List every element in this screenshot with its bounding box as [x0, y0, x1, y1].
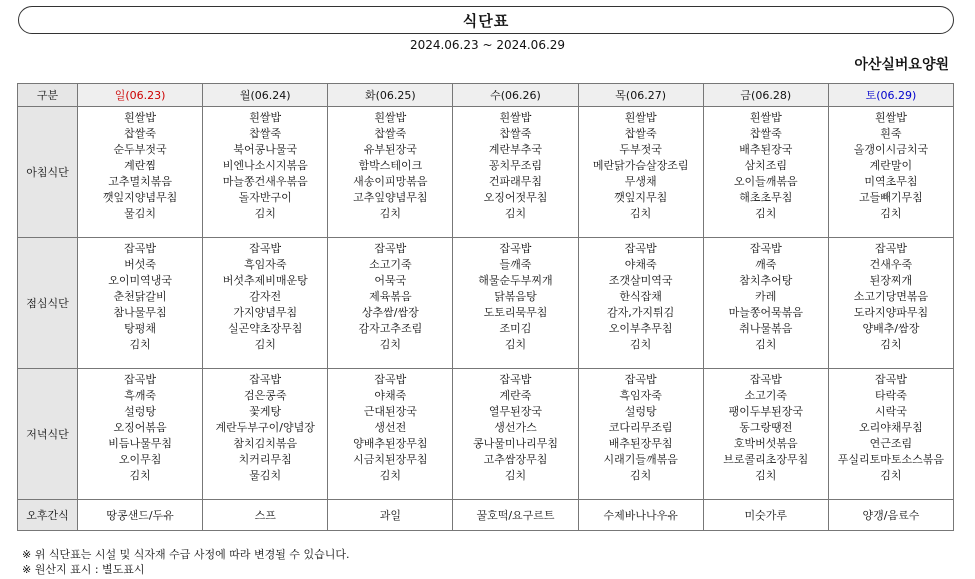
menu-item: 생선가스: [494, 421, 537, 434]
menu-item: 김치: [379, 469, 401, 482]
menu-item: 배추된장국: [739, 143, 793, 156]
menu-item: 김치: [504, 338, 527, 351]
menu-item: 잡곡밥: [249, 242, 282, 255]
menu-item: 양배추된장무침: [353, 437, 428, 450]
menu-item: 흰쌀밥: [499, 111, 532, 124]
menu-item: 잡곡밥: [249, 373, 282, 386]
menu-item: 마늘쫑어묵볶음: [728, 306, 803, 319]
menu-item: 물김치: [124, 207, 157, 220]
menu-item: 메란닭가슴살장조림: [592, 159, 689, 172]
menu-item: 오이부추무침: [608, 322, 673, 335]
day-header-sun: 일(06.23): [78, 84, 203, 107]
menu-item: 양배추/쌈장: [862, 322, 920, 335]
dinner-cell-thu: [578, 369, 703, 500]
menu-item: 잡곡밥: [749, 373, 782, 386]
menu-item: 고추잎양념무침: [353, 191, 428, 204]
menu-item: 제육볶음: [369, 290, 412, 303]
dinner-cell-wed: [453, 369, 578, 500]
dinner-cell-fri: [703, 369, 828, 500]
day-header-wed: 수(06.26): [453, 84, 578, 107]
day-header-tue: 화(06.25): [328, 84, 453, 107]
menu-item: 김치: [630, 207, 652, 220]
menu-item: 김치: [129, 469, 151, 482]
menu-item: 감자,가지튀김: [607, 306, 675, 319]
breakfast-cell-tue: [328, 107, 453, 238]
menu-item: 잡곡밥: [624, 242, 657, 255]
snack-cell-sun: 땅콩샌드/두유: [78, 500, 203, 531]
menu-item: 참나물무침: [113, 306, 167, 319]
menu-item: 오징어볶음: [113, 421, 167, 434]
period-text: 2024.06.23 ~ 2024.06.29: [409, 38, 566, 52]
menu-item: 흰쌀밥: [874, 111, 907, 124]
menu-item: 김치: [379, 338, 401, 351]
menu-item: 해초초무침: [739, 191, 793, 204]
menu-item: 김치: [504, 207, 527, 220]
row-label-dinner: 저녁식단: [18, 369, 78, 500]
menu-item: 찹쌀죽: [124, 127, 157, 140]
menu-item: 들깨죽: [499, 258, 532, 271]
menu-item: 버섯죽: [124, 258, 157, 271]
menu-item: 연근조림: [869, 437, 913, 450]
menu-item: 흑임자죽: [619, 389, 662, 402]
menu-item: 고들빼기무침: [859, 191, 923, 204]
menu-item: 잡곡밥: [124, 242, 157, 255]
title-box: [18, 6, 954, 34]
menu-item: 소고기죽: [744, 389, 788, 402]
facility-name: 아산실버요양원: [854, 57, 949, 73]
menu-item: 건새우죽: [869, 258, 913, 271]
day-header-thu: 목(06.27): [578, 84, 703, 107]
menu-item: 계란부추국: [488, 143, 543, 156]
menu-item: 오이들깨볶음: [733, 175, 798, 188]
menu-item: 타락죽: [874, 389, 907, 402]
header-corner: 구분: [18, 84, 78, 107]
menu-item: 함박스테이크: [358, 159, 423, 172]
day-header-mon: 월(06.24): [203, 84, 328, 107]
menu-item: 꽁치무조림: [488, 159, 543, 172]
menu-table: [17, 83, 954, 531]
lunch-row: [18, 238, 954, 369]
menu-item: 깻잎지양념무침: [102, 191, 178, 204]
day-header-sat: 토(06.29): [828, 84, 953, 107]
menu-item: 한식잡채: [619, 290, 662, 303]
breakfast-cell-sun: [78, 107, 203, 238]
menu-item: 브로콜리초장무침: [723, 453, 809, 466]
dinner-cell-sat: [828, 369, 953, 500]
menu-item: 마늘쫑건새우볶음: [222, 175, 308, 188]
menu-item: 시래기들깨볶음: [603, 453, 678, 466]
breakfast-row: [18, 107, 954, 238]
menu-item: 김치: [630, 469, 652, 482]
menu-item: 감자전: [249, 290, 282, 303]
menu-item: 설렁탕: [624, 405, 657, 418]
menu-item: 돌자반구이: [238, 191, 292, 204]
snack-cell-fri: 미숫가루: [703, 500, 828, 531]
menu-item: 잡곡밥: [749, 242, 782, 255]
menu-item: 잡곡밥: [874, 242, 907, 255]
menu-item: 올갱이시금치국: [853, 143, 929, 156]
menu-item: 잡곡밥: [374, 373, 407, 386]
menu-item: 잡곡밥: [499, 373, 532, 386]
menu-item: 동그랑땡전: [739, 421, 793, 434]
row-label-snack: 오후간식: [18, 500, 78, 531]
menu-item: 김치: [755, 207, 777, 220]
snack-row: [18, 500, 954, 531]
menu-item: 흰쌀밥: [624, 111, 657, 124]
menu-item: 북어콩나물국: [233, 143, 298, 156]
menu-item: 두부젓국: [619, 143, 662, 156]
snack-cell-tue: 과일: [328, 500, 453, 531]
menu-item: 잡곡밥: [874, 373, 907, 386]
snack-cell-mon: 스프: [203, 500, 328, 531]
menu-item: 조미김: [499, 322, 532, 335]
note-change-notice: ※ 위 식단표는 시설 및 식자재 수급 사정에 따라 변경될 수 있습니다.: [22, 548, 350, 561]
menu-item: 김치: [254, 338, 276, 351]
menu-item: 해물순두부찌개: [478, 274, 553, 287]
menu-item: 취나물볶음: [739, 322, 793, 335]
menu-item: 흑임자죽: [243, 258, 287, 271]
menu-item: 비엔나소시지볶음: [222, 159, 308, 172]
menu-item: 깨죽: [755, 258, 777, 271]
menu-item: 물김치: [249, 469, 282, 482]
menu-item: 새송이피망볶음: [353, 175, 428, 188]
menu-item: 잡곡밥: [499, 242, 532, 255]
lunch-cell-sun: [78, 238, 203, 369]
menu-item: 도토리묵무침: [483, 306, 548, 319]
menu-item: 흰쌀밥: [374, 111, 407, 124]
menu-item: 오이미역냉국: [108, 274, 172, 287]
menu-item: 카레: [755, 290, 777, 303]
menu-item: 근대된장국: [363, 405, 417, 418]
menu-item: 찹쌀죽: [374, 127, 407, 140]
menu-item: 순두부젓국: [113, 143, 167, 156]
menu-item: 호박버섯볶음: [733, 437, 798, 450]
lunch-cell-sat: [828, 238, 953, 369]
menu-item: 김치: [755, 469, 777, 482]
menu-item: 시락국: [874, 405, 907, 418]
menu-item: 버섯추제비매운탕: [222, 274, 308, 287]
menu-item: 김치: [254, 207, 276, 220]
menu-item: 소고기당면볶음: [853, 290, 929, 303]
menu-item: 찹쌀죽: [624, 127, 657, 140]
menu-item: 생선전: [374, 421, 407, 434]
menu-item: 참치김치볶음: [233, 437, 298, 450]
menu-item: 푸실리토마토소스볶음: [837, 453, 945, 466]
menu-item: 치커리무침: [238, 453, 292, 466]
menu-item: 김치: [379, 207, 401, 220]
menu-item: 흰쌀밥: [749, 111, 782, 124]
lunch-cell-tue: [328, 238, 453, 369]
menu-item: 어묵국: [374, 274, 407, 287]
menu-item: 고추쌈장무침: [483, 453, 548, 466]
menu-item: 비듬나물무침: [108, 437, 172, 450]
menu-item: 계란말이: [869, 159, 913, 172]
menu-item: 흰죽: [880, 127, 902, 140]
menu-item: 배추된장무침: [608, 437, 673, 450]
row-label-breakfast: 아침식단: [18, 107, 78, 238]
menu-item: 콩나물미나리무침: [472, 437, 558, 450]
menu-item: 실곤약초장무침: [228, 322, 303, 335]
dinner-cell-sun: [78, 369, 203, 500]
menu-item: 무생채: [624, 175, 657, 188]
day-header-fri: 금(06.28): [703, 84, 828, 107]
menu-item: 김치: [504, 469, 527, 482]
lunch-cell-fri: [703, 238, 828, 369]
lunch-cell-wed: [453, 238, 578, 369]
menu-item: 찹쌀죽: [249, 127, 282, 140]
dinner-row: [18, 369, 954, 500]
note-origin: ※ 원산지 표시 : 별도표시: [22, 563, 145, 576]
menu-item: 삼치조림: [744, 159, 788, 172]
menu-item: 코다리무조림: [608, 421, 673, 434]
notes: [22, 547, 349, 577]
menu-item: 건파래무침: [488, 175, 543, 188]
menu-item: 김치: [880, 469, 902, 482]
menu-item: 계란두부구이/양념장: [215, 421, 315, 434]
menu-item: 김치: [129, 338, 151, 351]
menu-item: 오징어젓무침: [483, 191, 548, 204]
menu-item: 시금치된장무침: [353, 453, 428, 466]
menu-item: 참치추어탕: [739, 274, 793, 287]
menu-item: 오리야채무침: [859, 421, 923, 434]
dinner-cell-mon: [203, 369, 328, 500]
menu-item: 찹쌀죽: [499, 127, 532, 140]
menu-item: 고추멸치볶음: [108, 175, 172, 188]
lunch-cell-thu: [578, 238, 703, 369]
menu-item: 감자고추조림: [358, 322, 423, 335]
menu-item: 된장찌개: [869, 274, 913, 287]
menu-item: 유부된장국: [363, 143, 417, 156]
snack-cell-thu: 수제바나나우유: [578, 500, 703, 531]
menu-item: 야채죽: [624, 258, 657, 271]
menu-item: 깻잎지무침: [614, 191, 668, 204]
menu-item: 설렁탕: [124, 405, 157, 418]
breakfast-cell-thu: [578, 107, 703, 238]
menu-item: 김치: [880, 338, 902, 351]
menu-item: 계란죽: [499, 389, 532, 402]
day-header-row: [18, 84, 954, 107]
breakfast-cell-wed: [453, 107, 578, 238]
menu-item: 오이무침: [118, 453, 162, 466]
menu-item: 탕평채: [124, 322, 157, 335]
dinner-cell-tue: [328, 369, 453, 500]
menu-item: 김치: [630, 338, 652, 351]
row-label-lunch: 점심식단: [18, 238, 78, 369]
menu-item: 잡곡밥: [624, 373, 657, 386]
menu-item: 검은콩죽: [243, 389, 287, 402]
menu-item: 김치: [755, 338, 777, 351]
menu-item: 춘천닭갈비: [113, 290, 167, 303]
menu-item: 김치: [880, 207, 902, 220]
menu-item: 상추쌈/쌈장: [361, 306, 419, 319]
lunch-cell-mon: [203, 238, 328, 369]
breakfast-cell-fri: [703, 107, 828, 238]
menu-item: 흰쌀밥: [124, 111, 157, 124]
breakfast-cell-mon: [203, 107, 328, 238]
menu-item: 꽃게탕: [249, 405, 282, 418]
menu-item: 도라지양파무침: [853, 306, 929, 319]
breakfast-cell-sat: [828, 107, 953, 238]
menu-item: 흰쌀밥: [249, 111, 282, 124]
menu-item: 계란찜: [124, 159, 157, 172]
menu-item: 팽이두부된장국: [728, 405, 803, 418]
menu-item: 잡곡밥: [374, 242, 407, 255]
menu-item: 가지양념무침: [233, 306, 298, 319]
menu-item: 흑깨죽: [124, 389, 157, 402]
page-title: 식단표: [462, 11, 510, 30]
menu-item: 야채죽: [374, 389, 407, 402]
menu-item: 찹쌀죽: [749, 127, 782, 140]
menu-item: 닭볶음탕: [494, 290, 537, 303]
snack-cell-wed: 꿀호떡/요구르트: [453, 500, 578, 531]
menu-item: 미역초무침: [864, 175, 918, 188]
menu-item: 조갯살미역국: [608, 274, 673, 287]
menu-item: 열무된장국: [488, 405, 543, 418]
menu-item: 소고기죽: [369, 258, 412, 271]
menu-item: 잡곡밥: [124, 373, 157, 386]
snack-cell-sat: 양갱/음료수: [828, 500, 953, 531]
